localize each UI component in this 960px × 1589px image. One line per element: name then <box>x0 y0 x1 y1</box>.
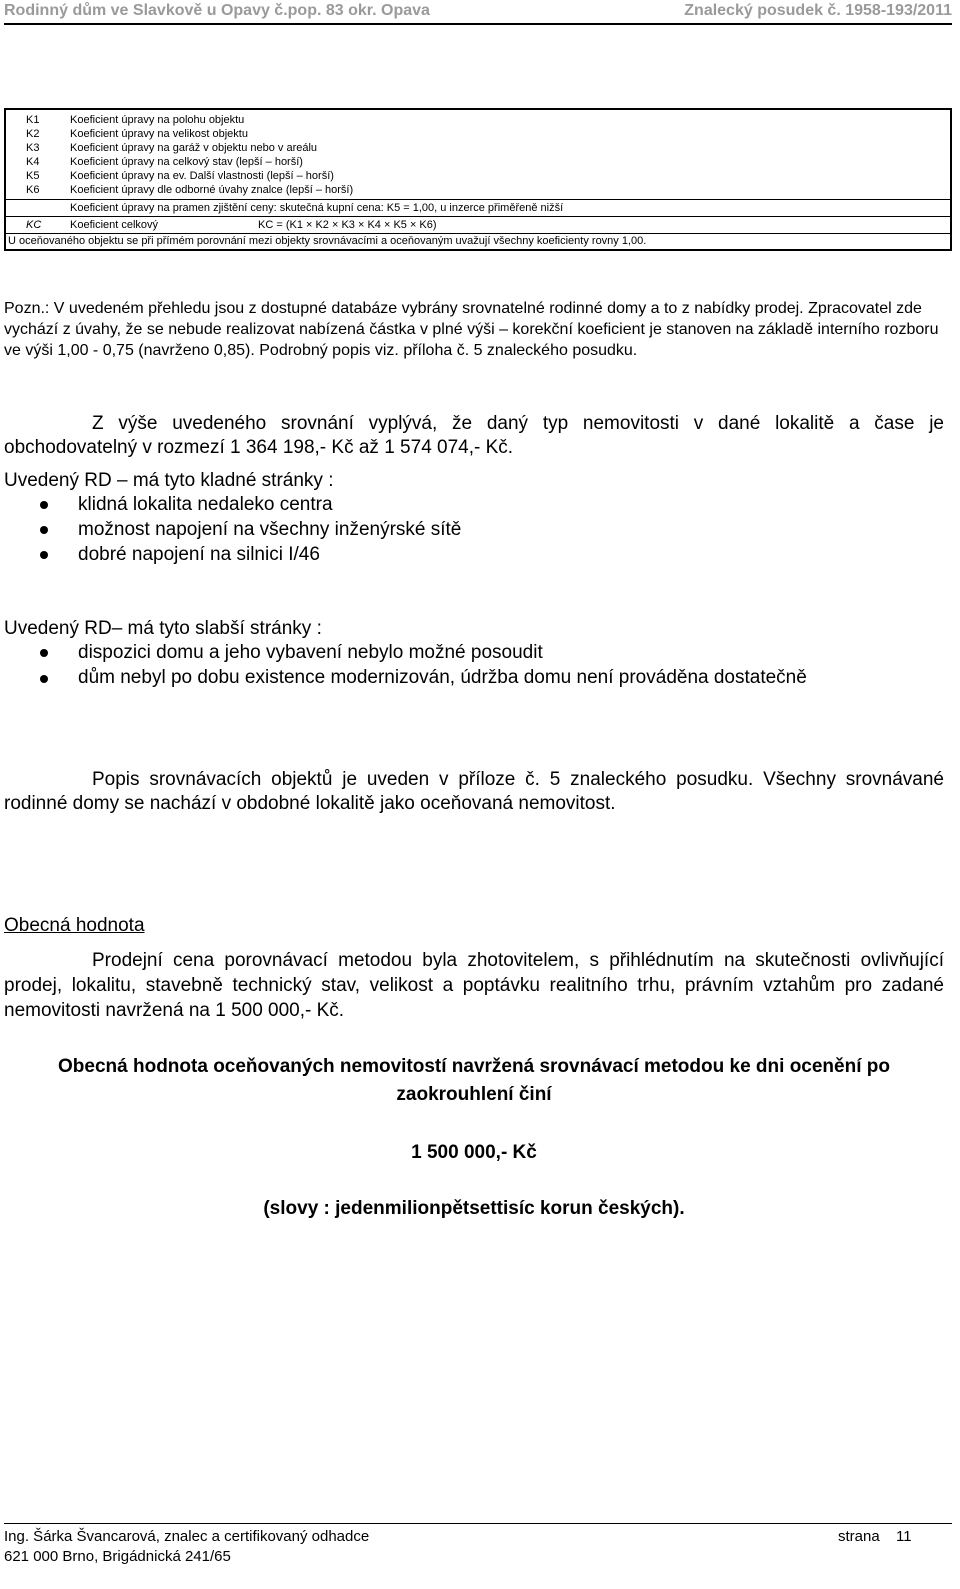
kc-desc: Koeficient celkový <box>70 219 159 231</box>
coef-desc: Koeficient úpravy na garáž v objektu nebo v areálu <box>70 142 318 154</box>
table-divider <box>6 233 950 234</box>
header-report-number: Znalecký posudek č. 1958-193/2011 <box>684 2 952 19</box>
amount-in-words: (slovy : jedenmilionpětsettisíc korun českých). <box>263 1198 685 1219</box>
bullet-icon <box>40 526 48 534</box>
table-divider <box>6 216 950 217</box>
footer-address: 621 000 Brno, Brigádnická 241/65 <box>4 1548 231 1565</box>
coef-code: K6 <box>26 184 40 196</box>
header-title: Rodinný dům ve Slavkově u Opavy č.pop. 83 okr. Opava <box>4 2 430 19</box>
coef-code: K1 <box>26 114 40 126</box>
bullet-icon <box>40 501 48 509</box>
list-item: klidná lokalita nedaleko centra <box>78 494 333 515</box>
list-item: dispozici domu a jeho vybavení nebylo možné posoudit <box>78 642 543 663</box>
footer-page-number: 11 <box>896 1528 912 1545</box>
list-item: dobré napojení na silnici I/46 <box>78 544 320 565</box>
list-item: možnost napojení na všechny inženýrské sítě <box>78 519 462 540</box>
summary-paragraph: Z výše uvedeného srovnání vyplývá, že daný typ nemovitosti v dané lokalitě a čase je obchodovatelný v rozmezí 1 364 198,- Kč až 1 574 074,- Kč. <box>4 413 944 458</box>
coef-code: K3 <box>26 142 40 154</box>
coefficient-table <box>4 108 952 251</box>
source-row: Koeficient úpravy na pramen zjištění ceny: skutečná kupní cena: K5 = 1,00, u inzerce přiměřeně nižší <box>70 202 564 214</box>
footer-page-label: strana <box>838 1528 880 1545</box>
footer-divider <box>4 1523 952 1524</box>
weaknesses-title: Uvedený RD– má tyto slabší stránky : <box>4 618 322 639</box>
page-header <box>4 0 952 25</box>
bullet-icon <box>40 551 48 559</box>
strengths-title: Uvedený RD – má tyto kladné stránky : <box>4 470 334 491</box>
footer-author: Ing. Šárka Švancarová, znalec a certifikovaný odhadce <box>4 1528 370 1545</box>
coef-code: K4 <box>26 156 40 168</box>
bullet-icon <box>40 649 48 657</box>
coef-code: K5 <box>26 170 40 182</box>
table-note: U oceňovaného objektu se při přímém porovnání mezi objekty srovnávacími a oceňovaným uvažují všechny koeficienty rovny 1,00. <box>8 235 647 247</box>
conclusion-line: Obecná hodnota oceňovaných nemovitostí navržená srovnávací metodou ke dni ocenění po <box>58 1056 890 1077</box>
conclusion-line: zaokrouhlení činí <box>396 1084 552 1105</box>
coef-desc: Koeficient úpravy na celkový stav (lepší – horší) <box>70 156 303 168</box>
coef-desc: Koeficient úpravy na ev. Další vlastnosti (lepší – horší) <box>70 170 334 182</box>
bullet-icon <box>40 675 48 683</box>
coef-desc: Koeficient úpravy dle odborné úvahy znalce (lepší – horší) <box>70 184 354 196</box>
coef-desc: Koeficient úpravy na velikost objektu <box>70 128 248 140</box>
list-item: dům nebyl po dobu existence modernizován, údržba domu není prováděna dostatečně <box>78 667 807 688</box>
coef-desc: Koeficient úpravy na polohu objektu <box>70 114 245 126</box>
coef-code: K2 <box>26 128 40 140</box>
value-paragraph: Prodejní cena porovnávací metodou byla zhotovitelem, s přihlédnutím na skutečnosti ovlivňující prodej, lokalitu, stavebně technický stav, velikost a poptávku realitního trhu, právním vztahům pro zadané nemovitosti navržená na 1 500 000,- Kč. <box>4 950 944 1021</box>
table-divider <box>6 199 950 200</box>
kc-formula: KC = (K1 × K2 × K3 × K4 × K5 × K6) <box>258 219 437 231</box>
note-paragraph: Pozn.: V uvedeném přehledu jsou z dostupné databáze vybrány srovnatelné rodinné domy a to z nabídky prodej. Zpracovatel zde vychází z úvahy, že se nebude realizovat nabízená částka v plné výši – korekční koeficient je stanoven na základě interního rozboru ve výši 1,00 - 0,75 (navrženo 0,85). Podrobný popis viz. příloha č. 5 znaleckého posudku. <box>4 300 939 359</box>
section-heading: Obecná hodnota <box>4 915 145 936</box>
value-amount: 1 500 000,- Kč <box>411 1142 537 1163</box>
kc-code: KC <box>26 219 42 231</box>
comparison-description: Popis srovnávacích objektů je uveden v příloze č. 5 znaleckého posudku. Všechny srovnávané rodinné domy se nachází v obdobné lokalitě jako oceňovaná nemovitost. <box>4 769 944 814</box>
